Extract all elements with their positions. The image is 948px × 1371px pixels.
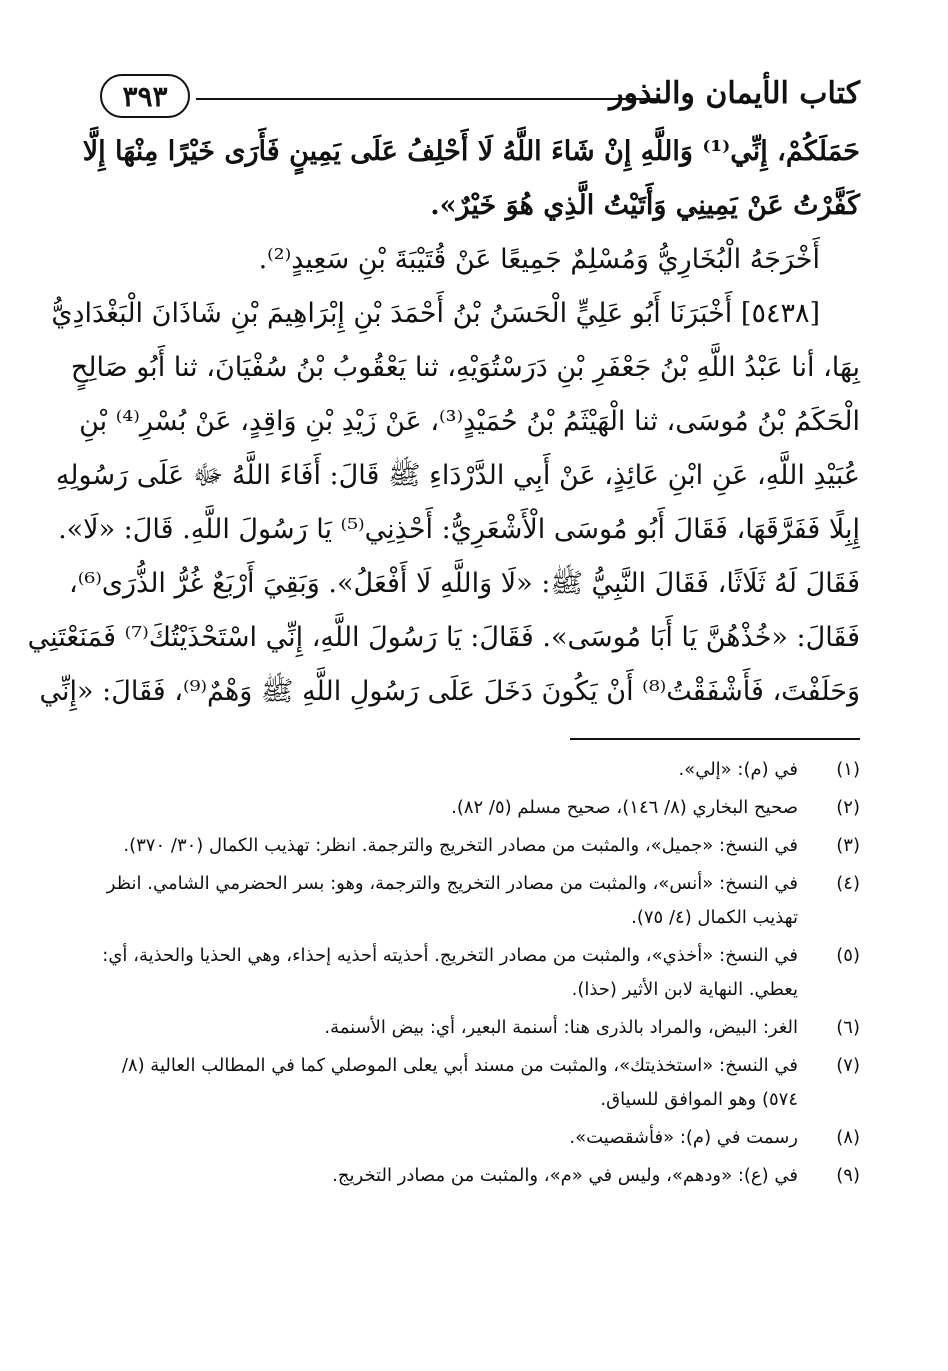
- footnote-text: صحيح البخاري (٨/ ١٤٦)، صحيح مسلم (٥/ ٨٢).: [451, 797, 798, 818]
- text-line: [٥٤٣٨] أَخْبَرَنَا أَبُو عَلِيٍّ الْحَسَنُ بْنُ أَحْمَدَ بْنِ إِبْرَاهِيمَ بْنِ شَاذَانَ الْبَغْدَادِيُّ: [51, 298, 820, 329]
- text-line: وَحَلَفْتَ، فَأَشْفَقْتُ⁽⁸⁾ أَنْ يَكُونَ دَخَلَ عَلَى رَسُولِ اللَّهِ ﷺ وَهْمٌ⁽⁹⁾، فَقَالَ: «إِنِّي: [39, 676, 860, 707]
- footnote: [100, 1011, 860, 1045]
- text-line: عُبَيْدِ اللَّهِ، عَنِ ابْنِ عَائِذٍ، عَنْ أَبِي الدَّرْدَاءِ ﷺ قَالَ: أَفَاءَ اللَّهُ ﷻ عَلَى رَسُولِهِ: [55, 460, 860, 491]
- footnote: [100, 867, 860, 935]
- page-header: [100, 70, 860, 130]
- footnote-text: الغر: البيض، والمراد بالذرى هنا: أسنمة البعير، أي: بيض الأسنمة.: [324, 1017, 798, 1038]
- text-line: بِهَا، أنا عَبْدُ اللَّهِ بْنُ جَعْفَرِ بْنِ دَرَسْتُوَيْهِ، ثنا يَعْقُوبُ بْنُ سُفْيَانَ، ثنا أَبُو صَالِحٍ: [70, 352, 860, 383]
- footnote-number: (٦): [836, 1017, 860, 1038]
- footnote-number: (٧): [836, 1055, 860, 1076]
- footnote: [100, 1159, 860, 1193]
- text-line: فَقَالَ: «خُذْهُنَّ يَا أَبَا مُوسَى». فَقَالَ: يَا رَسُولَ اللَّهِ، إِنِّي اسْتَحْذَيْتُكَ⁽⁷⁾ فَمَنَعْتَنِي: [27, 622, 860, 653]
- footnote-text: في النسخ: «جميل»، والمثبت من مصادر التخريج والترجمة. انظر: تهذيب الكمال (٣٠/ ٣٧٠).: [123, 835, 798, 856]
- footnote-number: (٩): [836, 1165, 860, 1186]
- main-text: [27, 125, 860, 719]
- text-line: أَخْرَجَهُ الْبُخَارِيُّ وَمُسْلِمٌ جَمِيعًا عَنْ قُتَيْبَةَ بْنِ سَعِيدٍ⁽²⁾.: [258, 244, 820, 275]
- header-rule: [196, 98, 660, 100]
- text-line: كَفَّرْتُ عَنْ يَمِينِي وَأَتَيْتُ الَّذِي هُوَ خَيْرٌ».: [430, 190, 860, 221]
- footnote-text: في (ع): «ودهم»، وليس في «م»، والمثبت من مصادر التخريج.: [332, 1165, 798, 1186]
- footnote-number: (٢): [836, 797, 860, 818]
- text-line: الْحَكَمُ بْنُ مُوسَى، ثنا الْهَيْثَمُ بْنُ حُمَيْدٍ⁽³⁾، عَنْ زَيْدِ بْنِ وَاقِدٍ، عَنْ بُسْرِ⁽⁴⁾ بْنِ: [79, 406, 860, 437]
- footnote: [100, 1049, 860, 1117]
- footnote: [100, 829, 860, 863]
- book-title: كتاب الأيمان والنذور: [609, 76, 860, 111]
- footnote: [100, 753, 860, 787]
- footnote-text: في النسخ: «أنس»، والمثبت من مصادر التخريج والترجمة، وهو: بسر الحضرمي الشامي. انظر تهذيب الكمال (٤/ ٧٥).: [106, 873, 798, 928]
- footnote: [100, 1121, 860, 1155]
- text-line: فَقَالَ لَهُ ثَلَاثًا، فَقَالَ النَّبِيُّ ﷺ: «لَا وَاللَّهِ لَا أَفْعَلُ». وَبَقِيَ أَرْبَعٌ غُرُّ الذُّرَى⁽⁶⁾،: [69, 568, 860, 599]
- footnotes: [100, 753, 860, 1197]
- footnote-text: رسمت في (م): «فأشقصيت».: [569, 1127, 798, 1148]
- text-line: إِبِلًا فَفَرَّقَهَا، فَقَالَ أَبُو مُوسَى الْأَشْعَرِيُّ: أَحْذِنِي⁽⁵⁾ يَا رَسُولَ اللَّهِ. قَالَ: «لَا».: [58, 514, 860, 545]
- footnote-number: (٣): [836, 835, 860, 856]
- footnote: [100, 791, 860, 825]
- page-number: ٣٩٣: [100, 74, 190, 118]
- footnote-text: في النسخ: «أخذي»، والمثبت من مصادر التخريج. أحذيته أحذيه إحذاء، وهي الحذيا والحذية، أي: يعطي. النهاية لابن الأثير (حذا).: [102, 945, 798, 1000]
- footnote: [100, 939, 860, 1007]
- footnote-separator: [570, 738, 860, 740]
- footnote-text: في النسخ: «استخذيتك»، والمثبت من مسند أبي يعلى الموصلي كما في المطالب العالية (٨/ ٥٧٤) وهو الموافق للسياق.: [121, 1055, 798, 1110]
- footnote-text: في (م): «إلي».: [678, 759, 798, 780]
- footnote-number: (٥): [836, 945, 860, 966]
- text-line: حَمَلَكُمْ، إِنِّي⁽¹⁾ وَاللَّهِ إِنْ شَاءَ اللَّهُ لَا أَحْلِفُ عَلَى يَمِينٍ فَأَرَى خَيْرًا مِنْهَا إِلَّا: [82, 136, 860, 167]
- footnote-number: (٨): [836, 1127, 860, 1148]
- footnote-number: (١): [836, 759, 860, 780]
- footnote-number: (٤): [836, 873, 860, 894]
